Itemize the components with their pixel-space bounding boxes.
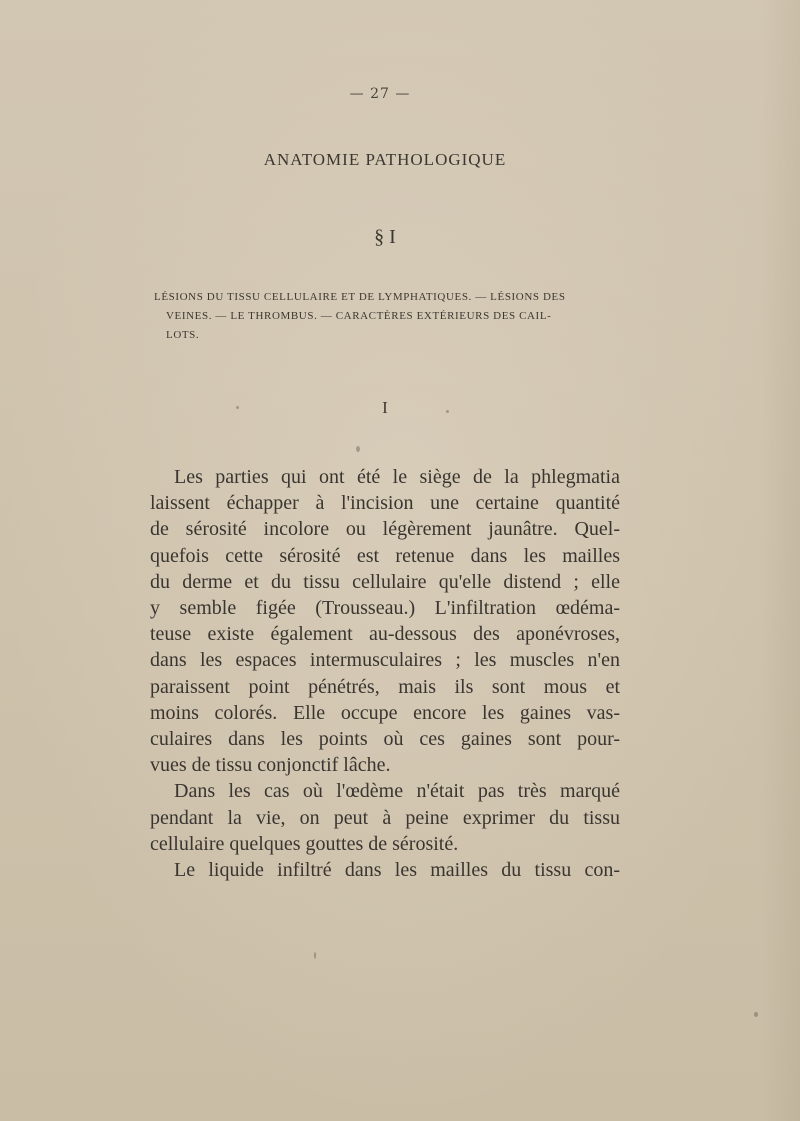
paragraph-line: teuse existe également au-dessous des aponévroses, — [150, 623, 620, 646]
section-mark: § I — [374, 226, 396, 248]
paragraph-line: y semble figée (Trousseau.) L'infiltration œdéma- — [150, 597, 620, 620]
paragraph-line: laissent échapper à l'incision une certaine quantité — [150, 492, 620, 515]
paragraph-line: paraissent point pénétrés, mais ils sont mous et — [150, 675, 620, 698]
summary-line: LÉSIONS DU TISSU CELLULAIRE ET DE LYMPHATIQUES. — LÉSIONS DES — [154, 291, 566, 303]
summary-line: VEINES. — LE THROMBUS. — CARACTÈRES EXTÉRIEURS DES CAIL- — [166, 310, 552, 322]
paragraph-line: du derme et du tissu cellulaire qu'elle distend ; elle — [150, 570, 620, 593]
paragraph-line: Dans les cas où l'œdème n'était pas très marqué — [174, 780, 620, 803]
paragraph-line: dans les espaces intermusculaires ; les muscles n'en — [150, 649, 620, 672]
page-number: — 27 — — [349, 86, 411, 102]
paragraph-line: quefois cette sérosité est retenue dans les mailles — [150, 544, 620, 567]
chapter-title: ANATOMIE PATHOLOGIQUE — [263, 150, 507, 169]
paragraph-line: cellulaire quelques gouttes de sérosité. — [150, 832, 459, 855]
paragraph-line: moins colorés. Elle occupe encore les gaines vas- — [150, 701, 620, 724]
ink-speck — [236, 406, 239, 409]
ink-speck — [754, 1012, 758, 1017]
paragraph-line: de sérosité incolore ou légèrement jaunâtre. Quel- — [150, 518, 620, 541]
paragraph-line: vues de tissu conjonctif lâche. — [150, 754, 391, 777]
paragraph-line: Le liquide infiltré dans les mailles du tissu con- — [174, 859, 620, 882]
paragraph-line: pendant la vie, on peut à peine exprimer du tissu — [150, 806, 620, 829]
paragraph-line: culaires dans les points où ces gaines sont pour- — [150, 728, 620, 751]
body-paragraphs — [150, 464, 620, 883]
ink-speck — [446, 410, 449, 413]
subsection-number: I — [382, 398, 388, 417]
ink-speck — [314, 952, 316, 959]
summary-line: LOTS. — [166, 329, 200, 341]
ink-speck — [356, 446, 360, 452]
section-summary — [154, 288, 614, 345]
paragraph-line: Les parties qui ont été le siège de la phlegmatia — [174, 466, 620, 488]
